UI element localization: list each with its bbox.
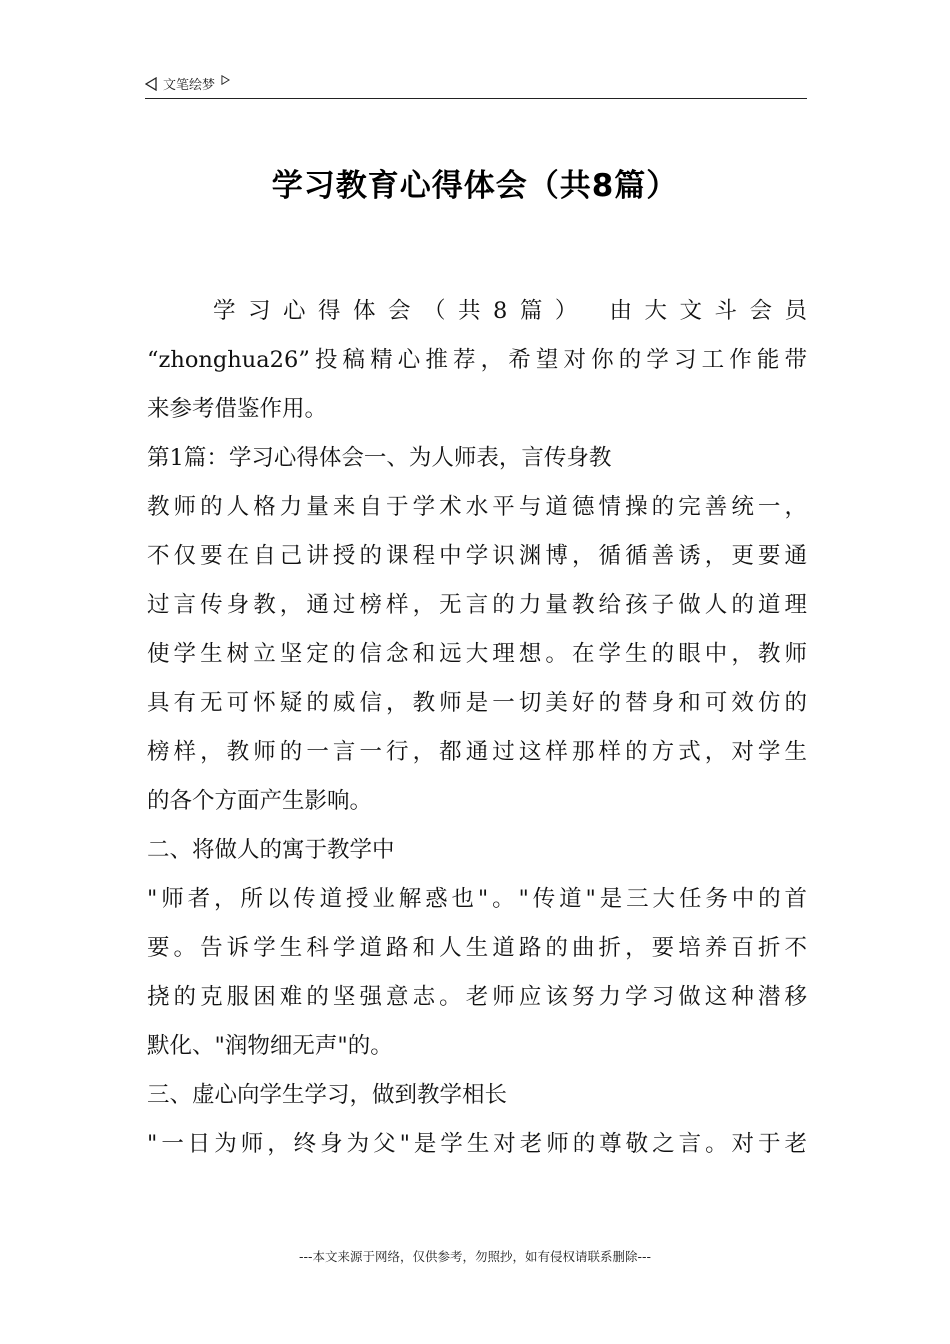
document-body <box>147 287 807 1169</box>
page-header <box>145 72 807 99</box>
body-line: 不仅要在自己讲授的课程中学识渊博，循循善诱，更要通 <box>147 543 807 569</box>
body-line: “zhonghua26”投稿精心推荐，希望对你的学习工作能带 <box>147 347 807 373</box>
footer-disclaimer: ---本文来源于网络，仅供参考，勿照抄，如有侵权请联系删除--- <box>298 1249 652 1264</box>
triangle-right-icon <box>221 75 230 85</box>
body-line: 二、将做人的寓于教学中 <box>147 837 395 863</box>
body-line: "师者，所以传道授业解惑也"。"传道"是三大任务中的首 <box>147 886 807 912</box>
body-line: 的各个方面产生影响。 <box>147 788 373 814</box>
body-line: 来参考借鉴作用。 <box>147 396 328 422</box>
document-title: 学习教育心得体会（共8篇） <box>271 168 679 204</box>
body-line: 第1篇：学习心得体会一、为人师表，言传身教 <box>147 445 612 471</box>
body-line: 教师的人格力量来自于学术水平与道德情操的完善统一， <box>147 494 807 520</box>
header-brand-text: 文笔绘梦 <box>163 78 216 93</box>
header-brand <box>145 74 230 93</box>
body-line: "一日为师，终身为父"是学生对老师的尊敬之言。对于老 <box>147 1131 807 1157</box>
body-line: 默化、"润物细无声"的。 <box>147 1033 393 1059</box>
body-line: 要。告诉学生科学道路和人生道路的曲折，要培养百折不 <box>147 935 807 961</box>
body-line: 挠的克服困难的坚强意志。老师应该努力学习做这种潜移 <box>147 984 807 1010</box>
body-line: 榜样，教师的一言一行，都通过这样那样的方式，对学生 <box>147 739 807 765</box>
triangle-left-icon <box>145 77 157 91</box>
body-line: 过言传身教，通过榜样，无言的力量教给孩子做人的道理 <box>147 592 807 618</box>
body-line: 使学生树立坚定的信念和远大理想。在学生的眼中，教师 <box>147 641 807 667</box>
body-line: 三、虚心向学生学习，做到教学相长 <box>147 1082 508 1108</box>
body-line: 具有无可怀疑的威信，教师是一切美好的替身和可效仿的 <box>147 690 807 716</box>
body-line: 学习心得体会（共8篇） 由大文斗会员 <box>213 298 807 324</box>
